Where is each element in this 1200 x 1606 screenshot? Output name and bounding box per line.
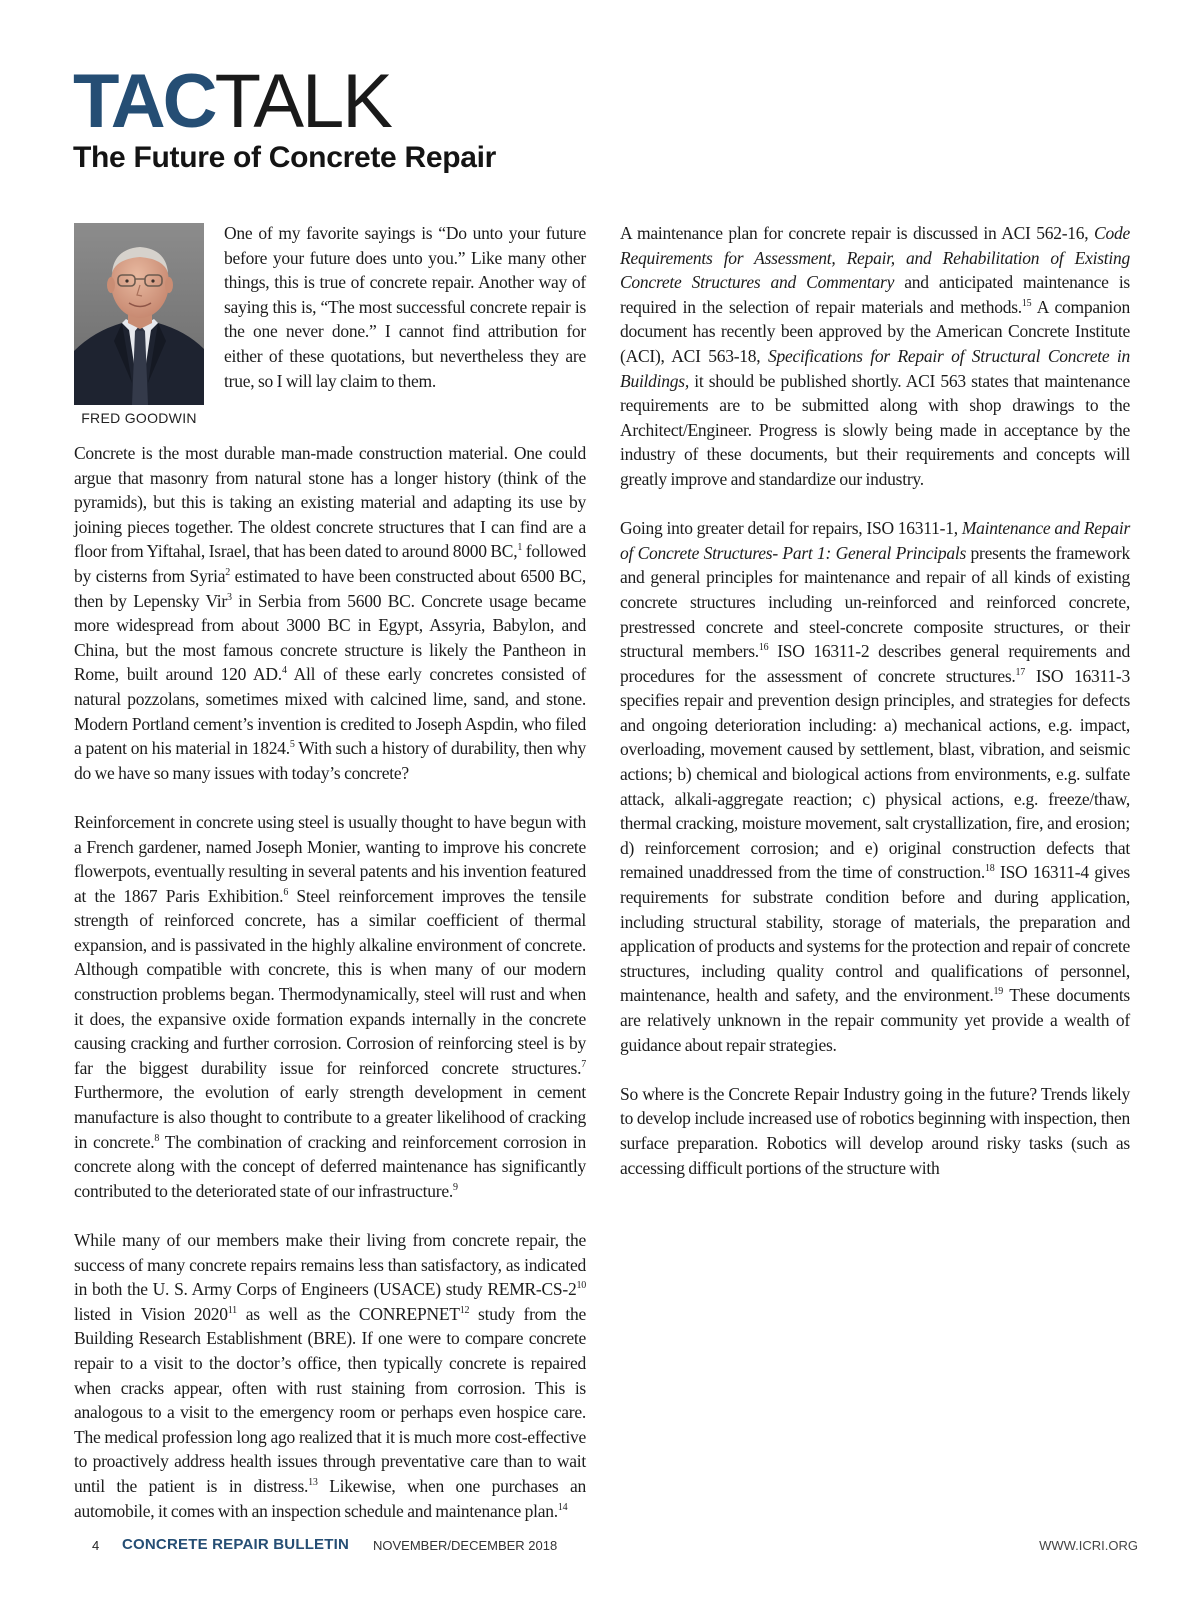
author-caption: FRED GOODWIN — [81, 410, 197, 426]
publication-name: CONCRETE REPAIR BULLETIN — [122, 1536, 350, 1553]
paragraph-future-trends: So where is the Concrete Repair Industry going in the future? Trends likely to develop include increased use of robotics beginning with inspection, then surface preparation. Robotics will develop around risky tasks (such as accessing difficult portions of the structure with — [620, 1083, 1130, 1178]
author-portrait-illustration — [74, 223, 204, 405]
issue-date: NOVEMBER/DECEMBER 2018 — [373, 1538, 558, 1553]
column-right — [620, 221, 1130, 1180]
page-footer — [0, 1536, 1200, 1560]
author-photo — [74, 223, 204, 405]
brand-tac: TAC — [73, 59, 215, 144]
article-title: The Future of Concrete Repair — [73, 141, 497, 174]
paragraph-repair-success: While many of our members make their living from concrete repair, the success of many concrete repairs remains less than satisfactory, as indicated in both the U. S. Army Corps of Engineers (USACE) study REMR-$CS-2^{10}$ listed in Vision 2020$^{11}$ as well as the CONREPNET$^{12}$ study from the Building Research Establishment (BRE). If one were to compare concrete repair to a visit to the doctor’s office, then typically concrete is repaired when cracks appear, often with rust staining from corrosion. This is analogous to a visit to the emergency room or perhaps even hospice care. The medical profession long ago realized that it is much more cost-effective to proactively address health issues through preventative care than to wait until the patient is in distress.$^{13}$ Likewise, when one purchases an automobile, it comes with an inspection schedule and maintenance plan.$^{14}$ — [74, 1230, 586, 1521]
paragraph-maintenance-plan: A maintenance plan for concrete repair is discussed in ACI 562-16, Code Requirements for Assessment, Repair, and Rehabilitation of Existing Concrete Structures and Commentary and anticipated maintenance is required in the selection of repair materials and methods.$^{15}$ A companion document has recently been approved by the American Concrete Institute (ACI), ACI 563-18, Specifications for Repair of Structural Concrete in Buildings, it should be published shortly. ACI 563 states that maintenance requirements are to be submitted along with shop drawings to the Architect/Engineer. Progress is slowly being made in acceptance by the industry of these documents, but their requirements and concepts will greatly improve and standardize our industry. — [620, 223, 1131, 489]
paragraph-iso-standards: Going into greater detail for repairs, ISO 16311-1, Maintenance and Repair of Concrete Structures- Part 1: General Principals presents the framework and general principles for maintenance and repair of all kinds of existing concrete structures including un-reinforced and reinforced concrete, prestressed concrete and steel-concrete composite structures, or their structural members.$^{16}$ ISO 16311-2 describes general requirements and procedures for the assessment of concrete structures.$^{17}$ ISO 16311-3 specifies repair and prevention design principles, and strategies for defects and ongoing deterioration including: a) mechanical actions, e.g. impact, overloading, movement caused by settlement, blast, vibration, and seismic actions; b) chemical and biological actions from environments, e.g. sulfate attack, alkali-aggregate reaction; c) physical actions, e.g. freeze/thaw, thermal cracking, moisture movement, salt crystallization, fire, and erosion; d) reinforcement corrosion; and e) original construction defects that remained unaddressed from the time of construction.$^{18}$ ISO 16311-4 gives requirements for substrate condition before and during application, including structural stability, storage of materials, the preparation and application of products and systems for the protection and repair of concrete structures, including quality control and qualifications of personnel, maintenance, health and safety, and the environment.$^{19}$ These documents are relatively unknown in the repair community yet provide a wealth of guidance about repair strategies. — [620, 518, 1131, 1055]
intro-paragraph: One of my favorite sayings is “Do unto your future before your future does unto you.” Like many other things, this is true of concrete repair. Another way of saying this is, “The most successful concrete repair is the one never done.” I cannot find attribution for either of these quotations, but nevertheless they are true, so I will lay claim to them. — [224, 223, 586, 391]
paragraph-reinforcement: Reinforcement in concrete using steel is usually thought to have begun with a French gardener, named Joseph Monier, wanting to improve his concrete flowerpots, eventually resulting in several patents and his invention featured at the 1867 Paris Exhibition.$^6$ Steel reinforcement improves the tensile strength of reinforced concrete, has a similar coefficient of thermal expansion, and is passivated in the highly alkaline environment of concrete. Although compatible with concrete, this is when many of our modern construction problems began. Thermodynamically, steel will rust and when it does, the expansive oxide formation expands internally in the concrete causing cracking and further corrosion. Corrosion of reinforcing steel is by far the biggest durability issue for reinforced concrete structures.$^7$ Furthermore, the evolution of early strength development in cement manufacture is also thought to contribute to a greater likelihood of cracking in concrete.$^8$ The combination of cracking and reinforcement corrosion in concrete along with the concept of deferred maintenance has significantly contributed to the deteriorated state of our infrastructure.$^9$ — [74, 811, 586, 1201]
section-masthead — [73, 59, 391, 144]
paragraph-history: Concrete is the most durable man-made construction material. One could argue that masonry from natural stone has a longer history (think of the pyramids), but this is taking an existing material and adapting its use by joining pieces together. The oldest concrete structures that I can find are a floor from Yiftahal, Israel, that has been dated to around 8000 BC,$^1$ followed by cisterns from Syria$^2$ estimated to have been constructed about 6500 BC, then by Lepensky Vir$^3$ in Serbia from 5600 BC. Concrete usage became more widespread from about 3000 BC in Egypt, Assyria, Babylon, and China, but the most famous concrete structure is likely the Pantheon in Rome, built around 120 AD.$^4$ All of these early concretes consisted of natural pozzolans, sometimes mixed with calcined lime, sand, and stone. Modern Portland cement’s invention is credited to Joseph Aspdin, who filed a patent on his material in 1824.$^5$ With such a history of durability, then why do we have so many issues with today’s concrete? — [74, 443, 587, 783]
page-number: 4 — [92, 1538, 100, 1553]
website-link[interactable]: WWW.ICRI.ORG — [1039, 1538, 1138, 1553]
column-left — [74, 441, 586, 1523]
brand-talk: TALK — [214, 59, 391, 144]
